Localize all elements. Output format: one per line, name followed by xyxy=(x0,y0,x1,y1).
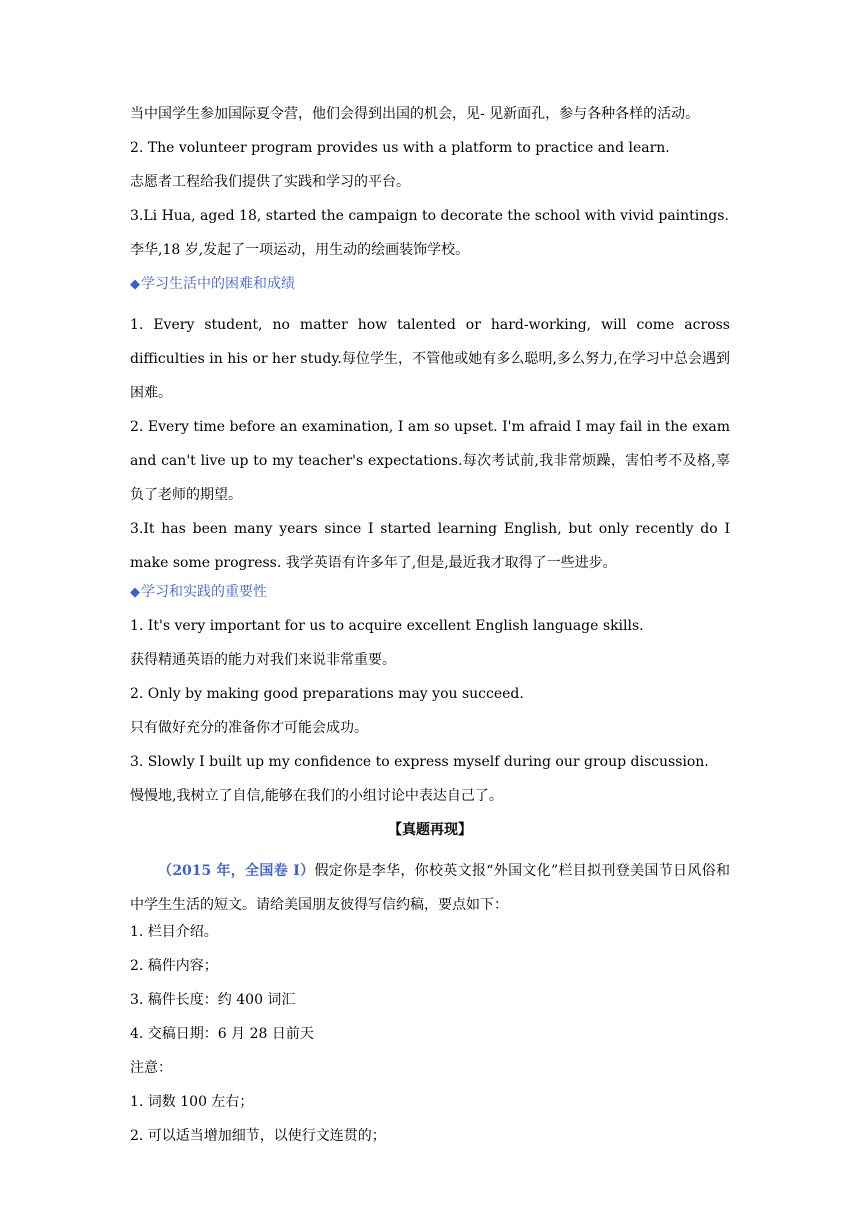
section-title-importance: 学习和实践的重要性 xyxy=(141,584,267,600)
importance-item-zh-2: 只有做好充分的准备你才可能会成功。 xyxy=(130,720,368,736)
activity-item-en-2: 2. The volunteer program provides us with a platform to practice and learn. xyxy=(130,140,670,156)
exam-source: （2015 年，全国卷 I） xyxy=(158,863,315,879)
activity-item-zh-3: 李华,18 岁,发起了一项运动，用生动的绘画装饰学校。 xyxy=(130,242,470,258)
section-title-difficulties: 学习生活中的困难和成绩 xyxy=(141,276,295,292)
exam-point-4: 4. 交稿日期：6 月 28 日前天 xyxy=(130,1026,314,1042)
intro-line: 当中国学生参加国际夏令营，他们会得到出国的机会，见- 见新面孔，参与各种各样的活动。 xyxy=(130,106,700,122)
exam-point-2: 2. 稿件内容； xyxy=(130,958,218,974)
importance-item-zh-3: 慢慢地,我树立了自信,能够在我们的小组讨论中表达自己了。 xyxy=(130,788,503,804)
exam-point-1: 1. 栏目介绍。 xyxy=(130,924,218,940)
exam-point-3: 3. 稿件长度：约 400 词汇 xyxy=(130,992,296,1008)
difficulty-item-1: 1. Every student, no matter how talented or hard-working, will come across difficulties in his or her study.每位学生，不管他或她有多么聪明,多么努力,在学习中总会遇到困难。 xyxy=(130,317,730,401)
document-page xyxy=(130,104,730,1160)
exam-note-1: 1. 词数 100 左右； xyxy=(130,1094,254,1110)
importance-item-en-1: 1. It's very important for us to acquire excellent English language skills. xyxy=(130,618,644,634)
importance-item-en-3: 3. Slowly I built up my confidence to express myself during our group discussion. xyxy=(130,754,709,770)
section-heading-difficulties xyxy=(130,274,730,308)
exam-task xyxy=(130,854,730,922)
section-heading-importance xyxy=(130,582,730,616)
importance-item-en-2: 2. Only by making good preparations may you succeed. xyxy=(130,686,524,702)
activity-item-zh-2: 志愿者工程给我们提供了实践和学习的平台。 xyxy=(130,174,410,190)
exam-note-2: 2. 可以适当增加细节，以使行文连贯的； xyxy=(130,1128,386,1144)
difficulty-item-2: 2. Every time before an examination, I am so upset. I'm afraid I may fail in the exam and can't live up to my teacher's expectations.每次考试前,我非常烦躁，害怕考不及格,辜负了老师的期望。 xyxy=(130,419,730,503)
exam-section-title: 【真题再现】 xyxy=(388,822,472,838)
importance-item-zh-1: 获得精通英语的能力对我们来说非常重要。 xyxy=(130,652,396,668)
diamond-bullet-icon: ◆ xyxy=(130,585,140,600)
diamond-bullet-icon: ◆ xyxy=(130,277,140,292)
exam-prompt: 假定你是李华，你校英文报“外国文化”栏目拟刊登美国节日风俗和中学生生活的短文。请给美国朋友彼得写信约稿，要点如下： xyxy=(130,863,730,913)
activity-item-en-3: 3.Li Hua, aged 18, started the campaign to decorate the school with vivid paintings. xyxy=(130,208,729,224)
exam-notes-label: 注意： xyxy=(130,1060,172,1076)
difficulty-item-3: 3.It has been many years since I started learning English, but only recently do I make some progress. 我学英语有许多年了,但是,最近我才取得了一些进步。 xyxy=(130,521,730,571)
